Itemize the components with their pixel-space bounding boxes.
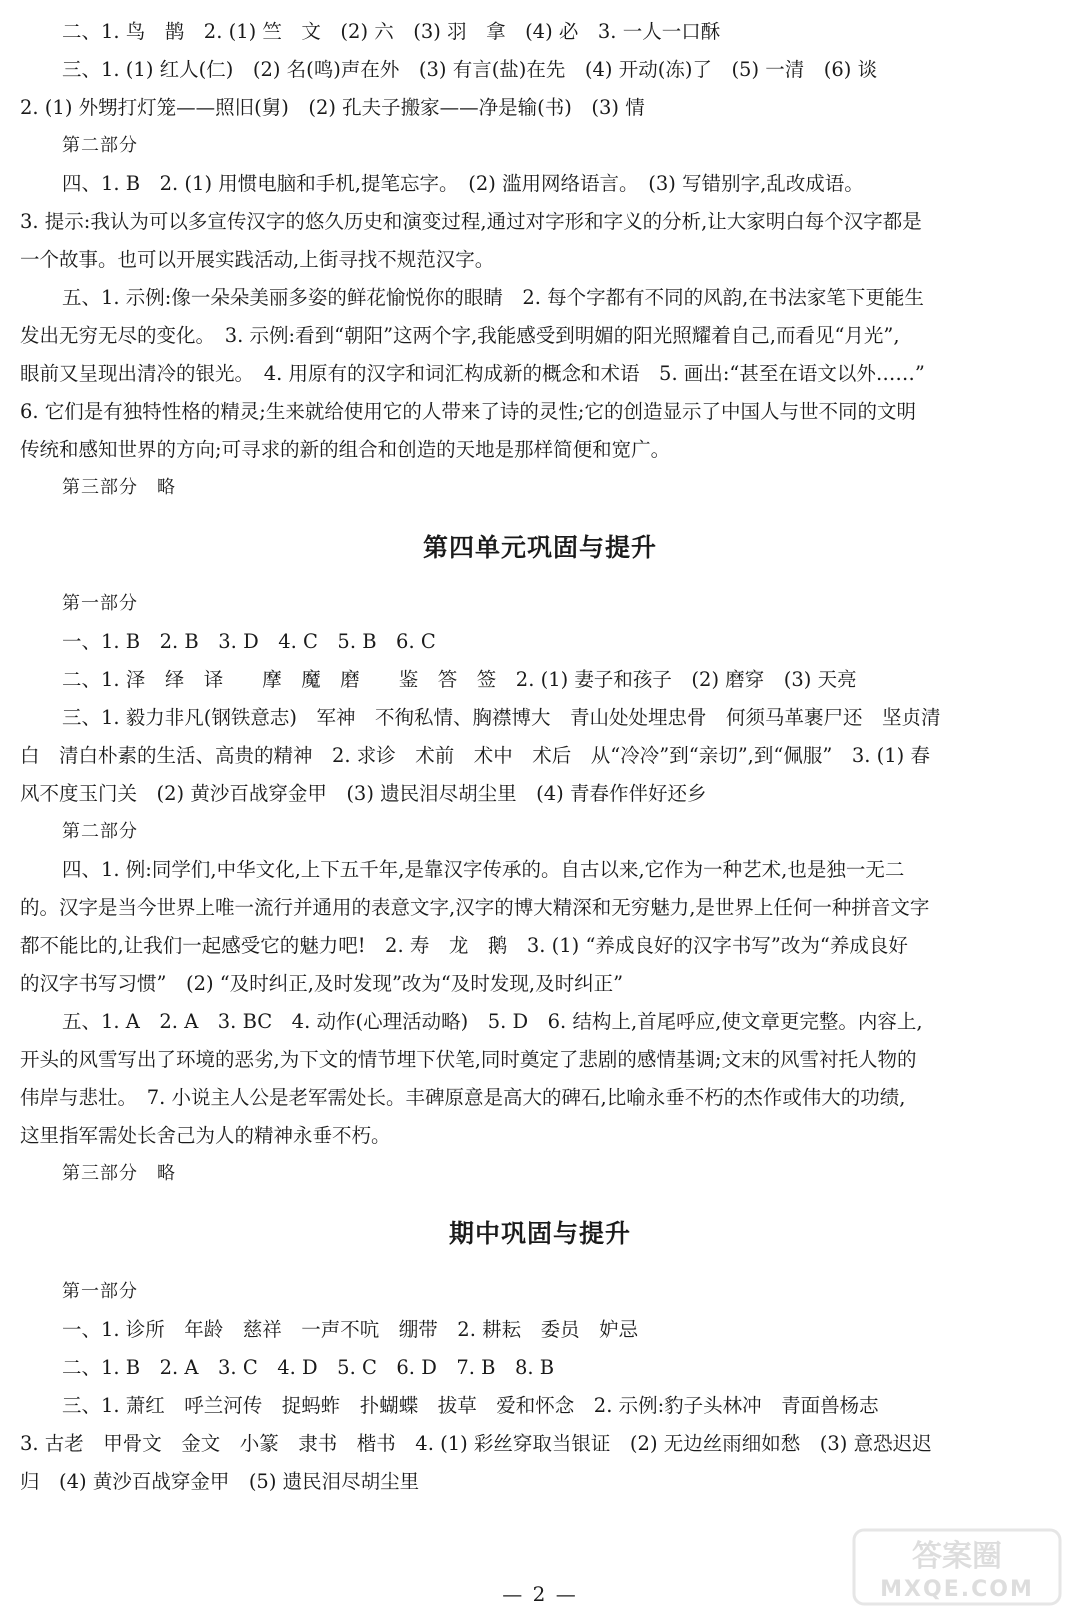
section-label: 第二部分 xyxy=(62,821,138,842)
answer-line: 二、1. 鸟 鹊 2. (1) 竺 文 (2) 六 (3) 羽 拿 (4) 必 3. 一人一口酥 xyxy=(62,20,721,43)
answer-line: 风不度玉门关 (2) 黄沙百战穿金甲 (3) 遗民泪尽胡尘里 (4) 青春作伴好还乡 xyxy=(20,782,707,805)
answer-line: 开头的风雪写出了环境的恶劣,为下文的情节埋下伏笔,同时奠定了悲剧的感情基调;文末的风雪衬托人物的 xyxy=(20,1048,917,1071)
answer-line: 一个故事。也可以开展实践活动,上街寻找不规范汉字。 xyxy=(20,248,495,271)
page-number: — 2 — xyxy=(502,1582,578,1606)
answer-line: 的。汉字是当今世界上唯一流行并通用的表意文字,汉字的博大精深和无穷魅力,是世界上任何一种拼音文字 xyxy=(20,896,930,919)
watermark-logo xyxy=(852,1528,1062,1606)
answer-line: 二、1. 泽 绎 译 摩 魔 磨 鉴 答 签 2. (1) 妻子和孩子 (2) 磨穿 (3) 天亮 xyxy=(62,668,857,691)
section-label: 第二部分 xyxy=(62,135,138,156)
answer-line: 一、1. 诊所 年龄 慈祥 一声不吭 绷带 2. 耕耘 委员 妒忌 xyxy=(62,1318,639,1341)
answer-line: 一、1. B 2. B 3. D 4. C 5. B 6. C xyxy=(62,630,436,653)
answer-line: 归 (4) 黄沙百战穿金甲 (5) 遗民泪尽胡尘里 xyxy=(20,1470,420,1493)
section-label: 第一部分 xyxy=(62,593,138,614)
answer-line: 眼前又呈现出清冷的银光。 4. 用原有的汉字和词汇构成新的概念和术语 5. 画出:“甚至在语文以外……” xyxy=(20,362,925,385)
watermark-top-text: 答案圈 xyxy=(912,1539,1002,1574)
answer-line: 的汉字书写习惯” (2) “及时纠正,及时发现”改为“及时发现,及时纠正” xyxy=(20,972,624,995)
answer-line: 发出无穷无尽的变化。 3. 示例:看到“朝阳”这两个字,我能感受到明媚的阳光照耀着自己,而看见“月光”, xyxy=(20,324,900,347)
midterm-heading: 期中巩固与提升 xyxy=(448,1219,631,1248)
answer-line: 四、1. 例:同学们,中华文化,上下五千年,是靠汉字传承的。自古以来,它作为一种艺术,也是独一无二 xyxy=(62,858,905,881)
watermark-bottom-text: MXQE.COM xyxy=(880,1577,1034,1602)
answer-line: 2. (1) 外甥打灯笼——照旧(舅) (2) 孔夫子搬家——净是输(书) (3) 情 xyxy=(20,96,645,119)
answer-line: 6. 它们是有独特性格的精灵;生来就给使用它的人带来了诗的灵性;它的创造显示了中国人与世不同的文明 xyxy=(20,400,916,423)
section-label: 第一部分 xyxy=(62,1281,138,1302)
answer-line: 四、1. B 2. (1) 用惯电脑和手机,提笔忘字。 (2) 滥用网络语言。 (3) 写错别字,乱改成语。 xyxy=(62,172,864,195)
answer-line: 五、1. 示例:像一朵朵美丽多姿的鲜花愉悦你的眼睛 2. 每个字都有不同的风韵,在书法家笔下更能生 xyxy=(62,286,924,309)
section-label: 第三部分 略 xyxy=(62,477,176,498)
answer-line: 传统和感知世界的方向;可寻求的新的组合和创造的天地是那样简便和宽广。 xyxy=(20,438,671,461)
answer-line: 三、1. 毅力非凡(钢铁意志) 军神 不徇私情、胸襟博大 青山处处埋忠骨 何须马革裹尸还 坚贞清 xyxy=(62,706,941,729)
answer-line: 3. 提示:我认为可以多宣传汉字的悠久历史和演变过程,通过对字形和字义的分析,让大家明白每个汉字都是 xyxy=(20,210,922,233)
answer-line: 三、1. (1) 红人(仁) (2) 名(鸣)声在外 (3) 有言(盐)在先 (4) 开动(冻)了 (5) 一清 (6) 谈 xyxy=(62,58,878,81)
answer-line: 二、1. B 2. A 3. C 4. D 5. C 6. D 7. B 8. B xyxy=(62,1356,555,1379)
answer-line: 白 清白朴素的生活、高贵的精神 2. 求诊 术前 术中 术后 从“冷冷”到“亲切”,到“佩服” 3. (1) 春 xyxy=(20,744,930,767)
unit-heading: 第四单元巩固与提升 xyxy=(422,533,657,562)
answer-line: 伟岸与悲壮。 7. 小说主人公是老军需处长。丰碑原意是高大的碑石,比喻永垂不朽的杰作或伟大的功绩, xyxy=(20,1086,906,1109)
answer-line: 都不能比的,让我们一起感受它的魅力吧! 2. 寿 龙 鹅 3. (1) “养成良好的汉字书写”改为“养成良好 xyxy=(20,934,908,957)
answer-line: 这里指军需处长舍己为人的精神永垂不朽。 xyxy=(20,1124,391,1147)
answer-line: 3. 古老 甲骨文 金文 小篆 隶书 楷书 4. (1) 彩丝穿取当银证 (2) 无边丝雨细如愁 (3) 意恐迟迟 xyxy=(20,1432,932,1455)
section-label: 第三部分 略 xyxy=(62,1163,176,1184)
answer-line: 三、1. 萧红 呼兰河传 捉蚂蚱 扑蝴蝶 拔草 爱和怀念 2. 示例:豹子头林冲 青面兽杨志 xyxy=(62,1394,879,1417)
answer-line: 五、1. A 2. A 3. BC 4. 动作(心理活动略) 5. D 6. 结构上,首尾呼应,使文章更完整。内容上, xyxy=(62,1010,923,1033)
